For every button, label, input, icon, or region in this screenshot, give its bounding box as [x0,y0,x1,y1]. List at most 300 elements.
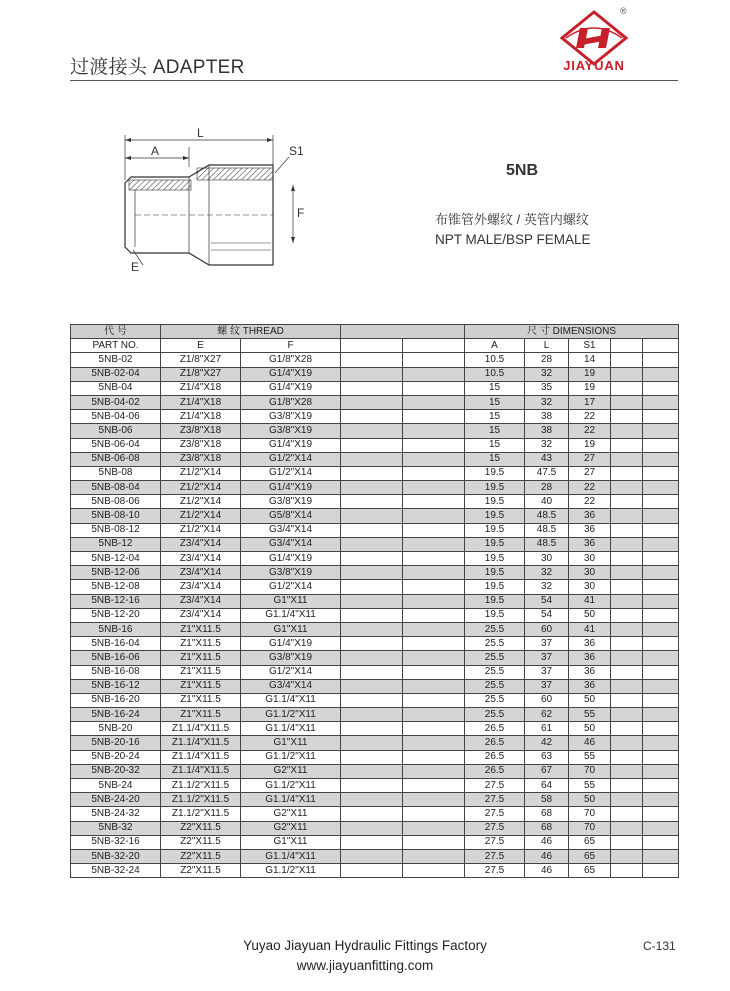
cell-blank [643,764,679,778]
cell-blank [611,481,643,495]
cell-blank [643,452,679,466]
cell-blank [341,353,403,367]
header-part-en: PART NO. [71,339,161,353]
cell-blank [403,665,465,679]
cell-e: Z1/4"X18 [161,395,241,409]
cell-e: Z1"X11.5 [161,693,241,707]
cell-blank [611,679,643,693]
cell-blank [341,381,403,395]
cell-s1: 36 [569,637,611,651]
cell-s1: 41 [569,594,611,608]
cell-blank [611,523,643,537]
cell-a: 19.5 [465,495,525,509]
cell-f: G1/2"X14 [241,452,341,466]
cell-l: 40 [525,495,569,509]
cell-blank [403,736,465,750]
table-row [71,367,679,381]
cell-blank [611,622,643,636]
cell-l: 32 [525,566,569,580]
cell-e: Z1/4"X18 [161,410,241,424]
table-row [71,509,679,523]
cell-e: Z1.1/2"X11.5 [161,807,241,821]
cell-blank [341,509,403,523]
table-row [71,821,679,835]
cell-s1: 27 [569,452,611,466]
cell-blank [341,750,403,764]
cell-l: 46 [525,864,569,878]
cell-a: 27.5 [465,864,525,878]
cell-f: G3/8"X19 [241,424,341,438]
cell-l: 28 [525,481,569,495]
cell-f: G1.1/2"X11 [241,750,341,764]
cell-blank [403,566,465,580]
cell-blank [403,864,465,878]
table-row [71,665,679,679]
cell-blank [611,495,643,509]
cell-l: 38 [525,410,569,424]
cell-blank [341,566,403,580]
cell-e: Z1"X11.5 [161,622,241,636]
cell-f: G1.1/4"X11 [241,722,341,736]
cell-blank [341,622,403,636]
cell-part: 5NB-12-06 [71,566,161,580]
cell-f: G1"X11 [241,622,341,636]
cell-blank [403,381,465,395]
cell-blank [643,750,679,764]
cell-f: G3/4"X14 [241,679,341,693]
cell-blank [643,693,679,707]
cell-blank [341,779,403,793]
cell-f: G1/8"X28 [241,353,341,367]
cell-blank [643,622,679,636]
cell-f: G1/8"X28 [241,395,341,409]
cell-blank [643,367,679,381]
table-row [71,637,679,651]
cell-e: Z1/4"X18 [161,381,241,395]
cell-blank [403,764,465,778]
cell-a: 27.5 [465,807,525,821]
cell-f: G1.1/4"X11 [241,693,341,707]
cell-s1: 36 [569,523,611,537]
header-blank-1 [341,325,465,339]
cell-blank [643,353,679,367]
cell-f: G2"X11 [241,821,341,835]
cell-s1: 50 [569,608,611,622]
table-row [71,608,679,622]
product-desc-cn: 布锥管外螺纹 / 英管内螺纹 [435,212,589,227]
cell-blank [403,537,465,551]
cell-blank [611,637,643,651]
cell-blank [341,594,403,608]
cell-f: G3/8"X19 [241,410,341,424]
cell-a: 27.5 [465,821,525,835]
cell-a: 27.5 [465,793,525,807]
cell-part: 5NB-16-04 [71,637,161,651]
cell-part: 5NB-12-08 [71,580,161,594]
cell-l: 63 [525,750,569,764]
cell-blank [403,835,465,849]
cell-a: 19.5 [465,523,525,537]
cell-blank [341,708,403,722]
cell-blank [403,438,465,452]
cell-blank [403,779,465,793]
cell-s1: 70 [569,807,611,821]
cell-blank [643,864,679,878]
table-row [71,651,679,665]
cell-f: G5/8"X14 [241,509,341,523]
cell-part: 5NB-12-20 [71,608,161,622]
cell-blank [611,537,643,551]
cell-e: Z1/2"X14 [161,481,241,495]
cell-a: 26.5 [465,750,525,764]
cell-e: Z3/8"X18 [161,452,241,466]
cell-f: G1/4"X19 [241,381,341,395]
cell-blank [643,523,679,537]
cell-l: 28 [525,353,569,367]
cell-part: 5NB-04-02 [71,395,161,409]
cell-l: 58 [525,793,569,807]
table-row [71,424,679,438]
cell-part: 5NB-08-06 [71,495,161,509]
cell-f: G3/4"X14 [241,537,341,551]
cell-s1: 14 [569,353,611,367]
cell-part: 5NB-06-08 [71,452,161,466]
cell-blank [403,693,465,707]
cell-e: Z1"X11.5 [161,679,241,693]
cell-blank [341,495,403,509]
cell-a: 19.5 [465,481,525,495]
cell-blank [643,566,679,580]
cell-l: 43 [525,452,569,466]
cell-blank [611,779,643,793]
cell-a: 27.5 [465,779,525,793]
cell-blank [341,395,403,409]
cell-blank [643,580,679,594]
cell-s1: 65 [569,864,611,878]
cell-part: 5NB-32-16 [71,835,161,849]
cell-l: 64 [525,779,569,793]
cell-l: 47.5 [525,466,569,480]
cell-blank [403,424,465,438]
cell-part: 5NB-16-24 [71,708,161,722]
cell-blank [611,750,643,764]
cell-blank [611,736,643,750]
header-a: A [465,339,525,353]
cell-e: Z1"X11.5 [161,708,241,722]
page-number: C-131 [643,939,676,953]
cell-blank [341,722,403,736]
cell-f: G3/8"X19 [241,495,341,509]
cell-blank [643,779,679,793]
cell-blank [341,665,403,679]
dim-label-l: L [197,126,204,140]
cell-blank [341,523,403,537]
cell-f: G1.1/4"X11 [241,849,341,863]
cell-blank [403,679,465,693]
cell-blank [403,367,465,381]
cell-blank [341,367,403,381]
cell-s1: 36 [569,665,611,679]
dim-label-e: E [131,260,140,274]
cell-blank [403,481,465,495]
table-row [71,381,679,395]
cell-a: 27.5 [465,849,525,863]
cell-part: 5NB-04 [71,381,161,395]
header-blank-2 [341,339,403,353]
cell-blank [341,424,403,438]
cell-blank [341,736,403,750]
cell-f: G2"X11 [241,807,341,821]
cell-blank [403,849,465,863]
cell-blank [341,821,403,835]
table-row [71,764,679,778]
cell-f: G3/8"X19 [241,651,341,665]
cell-part: 5NB-06 [71,424,161,438]
cell-blank [403,708,465,722]
cell-blank [403,622,465,636]
cell-a: 19.5 [465,537,525,551]
cell-blank [611,395,643,409]
cell-blank [403,495,465,509]
cell-blank [403,722,465,736]
cell-part: 5NB-06-04 [71,438,161,452]
table-row [71,438,679,452]
cell-blank [341,807,403,821]
cell-blank [341,481,403,495]
cell-s1: 70 [569,764,611,778]
cell-blank [643,509,679,523]
cell-s1: 50 [569,793,611,807]
cell-e: Z2"X11.5 [161,835,241,849]
cell-blank [611,665,643,679]
cell-part: 5NB-12-16 [71,594,161,608]
cell-l: 60 [525,693,569,707]
cell-blank [341,608,403,622]
table-row [71,466,679,480]
cell-blank [643,637,679,651]
cell-s1: 17 [569,395,611,409]
cell-e: Z1.1/4"X11.5 [161,722,241,736]
cell-a: 19.5 [465,566,525,580]
cell-e: Z2"X11.5 [161,821,241,835]
adapter-drawing [115,125,320,275]
cell-s1: 65 [569,835,611,849]
table-row [71,779,679,793]
cell-l: 60 [525,622,569,636]
cell-blank [643,736,679,750]
table-row [71,353,679,367]
cell-f: G3/8"X19 [241,566,341,580]
cell-part: 5NB-32-20 [71,849,161,863]
cell-f: G1.1/4"X11 [241,608,341,622]
header-f: F [241,339,341,353]
cell-l: 37 [525,651,569,665]
cell-e: Z2"X11.5 [161,849,241,863]
cell-blank [341,410,403,424]
cell-s1: 22 [569,481,611,495]
cell-s1: 19 [569,367,611,381]
cell-blank [341,552,403,566]
cell-l: 32 [525,580,569,594]
cell-f: G1/4"X19 [241,552,341,566]
cell-blank [611,864,643,878]
cell-blank [643,438,679,452]
cell-l: 46 [525,849,569,863]
footer-url: www.jiayuanfitting.com [296,958,434,973]
cell-blank [341,679,403,693]
footer-company: Yuyao Jiayuan Hydraulic Fittings Factory [243,938,487,953]
cell-f: G1"X11 [241,835,341,849]
cell-part: 5NB-12-04 [71,552,161,566]
cell-e: Z1"X11.5 [161,637,241,651]
cell-a: 26.5 [465,764,525,778]
cell-blank [611,608,643,622]
cell-blank [611,594,643,608]
cell-blank [611,821,643,835]
cell-part: 5NB-32 [71,821,161,835]
cell-a: 15 [465,438,525,452]
cell-s1: 36 [569,509,611,523]
cell-e: Z3/4"X14 [161,537,241,551]
cell-l: 61 [525,722,569,736]
cell-e: Z1/8"X27 [161,353,241,367]
cell-l: 37 [525,665,569,679]
table-row [71,537,679,551]
cell-l: 32 [525,438,569,452]
table-row [71,410,679,424]
cell-blank [643,835,679,849]
cell-s1: 30 [569,552,611,566]
cell-part: 5NB-02 [71,353,161,367]
cell-a: 15 [465,410,525,424]
cell-blank [611,793,643,807]
cell-blank [341,764,403,778]
cell-blank [643,481,679,495]
cell-blank [611,566,643,580]
cell-blank [403,807,465,821]
cell-blank [611,410,643,424]
cell-f: G1/2"X14 [241,466,341,480]
cell-part: 5NB-08-04 [71,481,161,495]
cell-a: 10.5 [465,367,525,381]
cell-blank [643,537,679,551]
cell-blank [643,395,679,409]
cell-l: 42 [525,736,569,750]
cell-s1: 50 [569,722,611,736]
cell-part: 5NB-16-08 [71,665,161,679]
cell-s1: 36 [569,537,611,551]
cell-f: G1/2"X14 [241,665,341,679]
table-row [71,552,679,566]
table-row [71,679,679,693]
cell-s1: 30 [569,566,611,580]
cell-blank [643,552,679,566]
cell-f: G1/4"X19 [241,438,341,452]
cell-s1: 19 [569,381,611,395]
dim-label-f: F [297,206,305,220]
cell-blank [643,381,679,395]
cell-blank [643,594,679,608]
cell-a: 26.5 [465,722,525,736]
cell-blank [643,793,679,807]
cell-blank [611,835,643,849]
cell-blank [403,651,465,665]
cell-blank [403,466,465,480]
cell-blank [341,864,403,878]
cell-s1: 19 [569,438,611,452]
cell-l: 48.5 [525,523,569,537]
cell-part: 5NB-20 [71,722,161,736]
cell-blank [611,367,643,381]
cell-a: 27.5 [465,835,525,849]
cell-l: 32 [525,395,569,409]
cell-a: 15 [465,424,525,438]
cell-blank [643,807,679,821]
product-code: 5NB [505,162,538,179]
table-row [71,395,679,409]
table-row [71,722,679,736]
cell-blank [611,424,643,438]
cell-e: Z2"X11.5 [161,864,241,878]
cell-e: Z3/8"X18 [161,424,241,438]
cell-blank [403,580,465,594]
cell-f: G1/4"X19 [241,367,341,381]
cell-blank [341,438,403,452]
dim-label-a: A [151,144,160,158]
product-desc-en: NPT MALE/BSP FEMALE [435,232,591,247]
cell-l: 67 [525,764,569,778]
cell-s1: 55 [569,779,611,793]
header-blank-5 [643,339,679,353]
table-row [71,566,679,580]
table-row [71,849,679,863]
cell-blank [403,750,465,764]
registered-mark: ® [620,6,627,16]
table-row [71,495,679,509]
header-s1: S1 [569,339,611,353]
cell-l: 30 [525,552,569,566]
cell-f: G1"X11 [241,594,341,608]
cell-part: 5NB-20-16 [71,736,161,750]
cell-a: 19.5 [465,466,525,480]
cell-part: 5NB-08-10 [71,509,161,523]
cell-s1: 46 [569,736,611,750]
cell-blank [341,637,403,651]
table-row [71,580,679,594]
table-row [71,708,679,722]
cell-e: Z1/2"X14 [161,495,241,509]
cell-e: Z1/2"X14 [161,466,241,480]
cell-blank [341,537,403,551]
header-l: L [525,339,569,353]
table-row [71,481,679,495]
cell-blank [611,651,643,665]
cell-blank [611,452,643,466]
cell-e: Z1.1/2"X11.5 [161,779,241,793]
cell-blank [341,580,403,594]
cell-blank [611,849,643,863]
cell-blank [611,438,643,452]
cell-l: 46 [525,835,569,849]
cell-blank [611,353,643,367]
cell-blank [403,410,465,424]
cell-part: 5NB-08-12 [71,523,161,537]
cell-a: 19.5 [465,552,525,566]
cell-blank [643,424,679,438]
cell-part: 5NB-16 [71,622,161,636]
cell-part: 5NB-16-06 [71,651,161,665]
cell-s1: 55 [569,750,611,764]
